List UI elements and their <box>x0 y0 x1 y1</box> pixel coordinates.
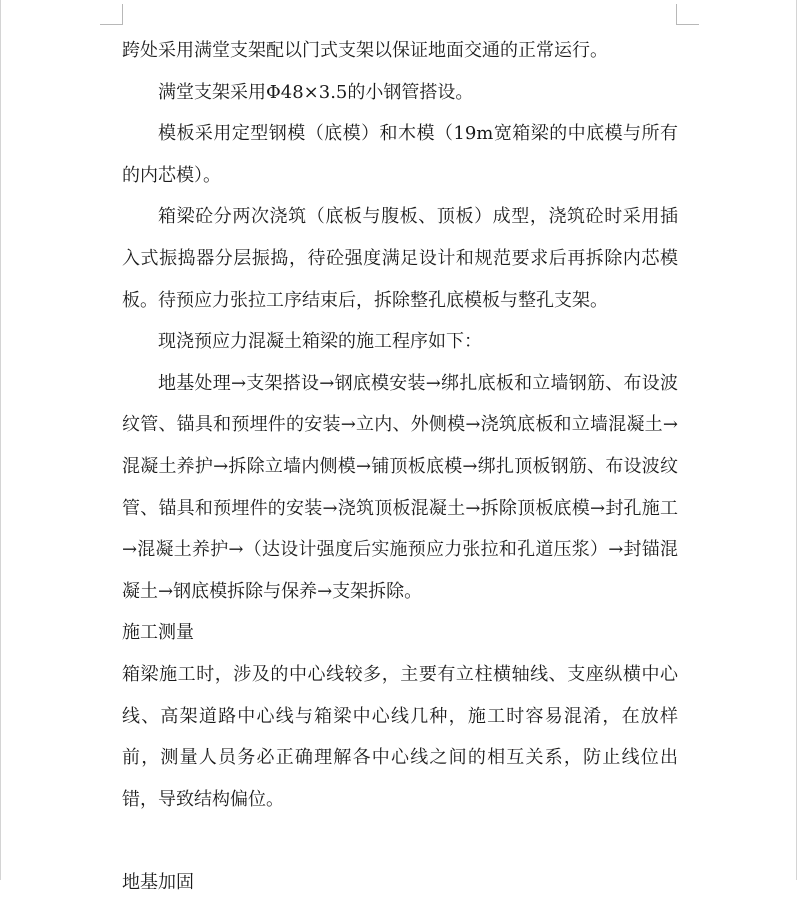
section-heading-foundation: 地基加固 <box>122 871 194 893</box>
document-body[interactable] <box>122 30 678 903</box>
paragraph-procedure-steps: 地基处理→支架搭设→钢底模安装→绑扎底板和立墙钢筋、布设波纹管、锚具和预埋件的安装→立内、外侧模→浇筑底板和立墙混凝土→混凝土养护→拆除立墙内侧模→铺顶板底模→绑扎顶板钢筋、布设波纹管、锚具和预埋件的安装→浇筑顶板混凝土→拆除顶板底模→封孔施工→混凝土养护→（达设计强度后实施预应力张拉和孔道压浆）→封锚混凝土→钢底模拆除与保养→支架拆除。 <box>122 372 678 602</box>
page-right-edge <box>796 0 797 880</box>
paragraph-survey: 箱梁施工时，涉及的中心线较多，主要有立柱横轴线、支座纵横中心线、高架道路中心线与箱梁中心线几种，施工时容易混淆，在放样前，测量人员务必正确理解各中心线之间的相互关系，防止线位出错，导致结构偏位。 <box>122 663 678 810</box>
blank-line <box>122 820 678 862</box>
paragraph-procedure-intro: 现浇预应力混凝土箱梁的施工程序如下： <box>158 331 482 353</box>
paragraph-scaffold-pipe: 满堂支架采用Φ48×3.5的小钢管搭设。 <box>158 81 474 103</box>
top-left-margin-marker <box>100 4 123 25</box>
paragraph-traffic-support: 跨处采用满堂支架配以门式支架以保证地面交通的正常运行。 <box>122 40 608 61</box>
page-left-edge <box>0 0 1 880</box>
paragraph-concrete-pouring: 箱梁砼分两次浇筑（底板与腹板、顶板）成型，浇筑砼时采用插入式振捣器分层振捣，待砼强度满足设计和规范要求后再拆除内芯模板。待预应力张拉工序结束后，拆除整孔底模板与整孔支架。 <box>122 206 678 311</box>
paragraph-formwork: 模板采用定型钢模（底模）和木模（19m宽箱梁的中底模与所有的内芯模）。 <box>122 123 678 186</box>
section-heading-survey: 施工测量 <box>122 622 194 644</box>
top-right-margin-marker <box>676 4 699 25</box>
